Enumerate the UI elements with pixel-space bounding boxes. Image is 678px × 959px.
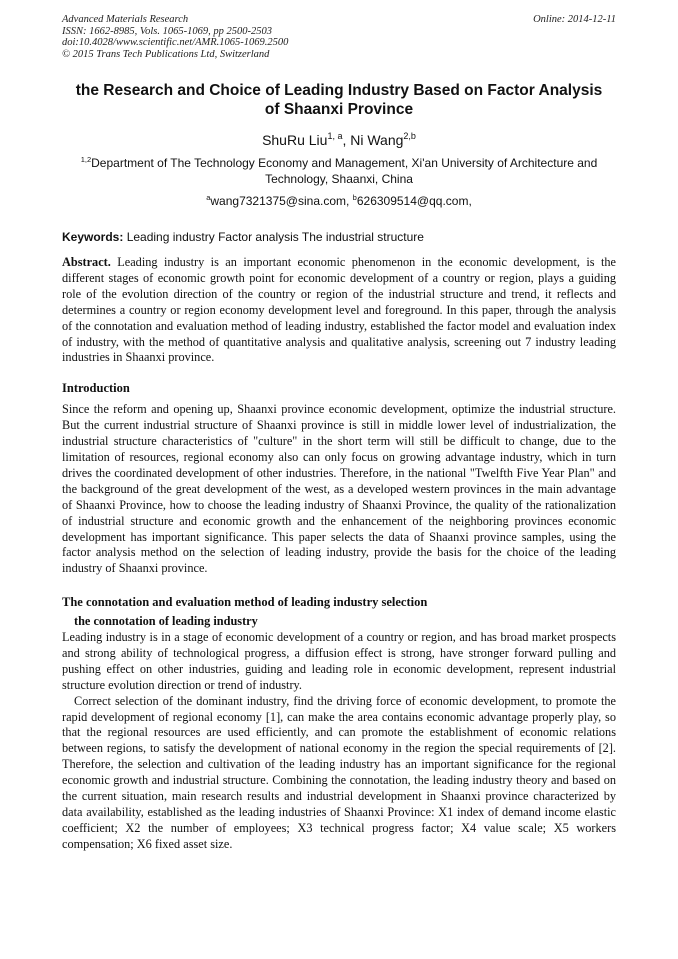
section-paragraph-2: Correct selection of the dominant industry, find the driving force of economic development, to promote the rapid development of regional economy [1], can make the area contains economic advantage properly play, so that the regional resources are used efficiently, and can promote the establishment of economic relations between regions, to satisfy the development of national economy in the region the special requirements of [2]. Therefore, the selection and cultivation of the leading industry has an important significance for the regional economic growth and industrial structure. Combining the connotation, the leading industry theory and based on the current situation, main research results and industrial development in Shaanxi province characterized by data availability, established as the leading industries of Shaanxi Province: X1 index of demand income elastic coefficient; X2 the number of employees; X3 technical progress factor; X4 value scale; X5 workers compensation; X6 fixed asset size. xyxy=(62,693,616,851)
abstract-text: Leading industry is an important economic phenomenon in the economic development, is the different stages of economic growth point for economic development of a country or region, plays a guiding role of the evolution direction of the country or region of the industrial structure and trend, it reflects and determines a country or region economy development level and foreground. In this paper, through the analysis of the connotation and evaluation method of leading industry, established the factor model and evaluation index of industry, with the method of quantitative analysis and qualitative analysis, screening out 7 industry leading industries in Shaanxi province. xyxy=(62,255,616,365)
paper-title xyxy=(62,82,616,119)
author-1: ShuRu Liu xyxy=(262,132,328,148)
email-1: wang7321375@sina.com, xyxy=(210,194,353,208)
author-2-affil-mark: 2,b xyxy=(403,131,416,141)
affiliation xyxy=(62,155,616,187)
online-date: Online: 2014-12-11 xyxy=(533,14,616,25)
doi-line: doi:10.4028/www.scientific.net/AMR.1065-1069.2500 xyxy=(62,37,289,48)
affiliation-line-1: Department of The Technology Economy and Management, Xi'an University of Architecture and xyxy=(91,156,598,170)
author-list xyxy=(62,132,616,148)
email-mark-b: b xyxy=(352,193,357,202)
copyright-line: © 2015 Trans Tech Publications Ltd, Switzerland xyxy=(62,48,270,60)
affiliation-line-2: Technology, Shaanxi, China xyxy=(265,172,413,186)
title-line-2: of Shaanxi Province xyxy=(264,100,414,118)
introduction-heading: Introduction xyxy=(62,381,130,396)
journal-name: Advanced Materials Research xyxy=(62,14,189,25)
issn-line: ISSN: 1662-8985, Vols. 1065-1069, pp 2500-2503 xyxy=(62,25,272,37)
paper-body xyxy=(62,255,616,853)
introduction-text: Since the reform and opening up, Shaanxi province economic development, optimize the industrial structure. But the current industrial structure of Shaanxi province is still in middle lower level of industrialization, the industrial structure characteristics of "culture" in the short term will still be difficult to change, due to the limitation of resources, regional economy also can only focus on growing advantage industry, which in turn drives the coordinated development of other industries. Therefore, in the national "Twelfth Five Year Plan" and the background of the great development of the west, as a developed western provinces in the main advantage of Shaanxi Province, how to choose the leading industry of Shaanxi Province, the quality of the rationalization of industrial structure and economic growth and the enhancement of the neighboring provinces economic development has important significance. This paper selects the data of Shaanxi province samples, using the factor analysis method on the selection of leading industry, provide the basis for the choice of the leading industry of Shaanxi province. xyxy=(62,402,616,576)
author-2: Ni Wang xyxy=(350,132,404,148)
keywords-label: Keywords: xyxy=(62,230,124,244)
journal-header xyxy=(62,14,616,60)
email-mark-a: a xyxy=(206,193,211,202)
keywords-text: Leading industry Factor analysis The industrial structure xyxy=(123,230,424,244)
author-emails xyxy=(62,193,616,209)
keywords xyxy=(62,229,616,245)
abstract xyxy=(62,255,616,366)
email-2: 626309514@qq.com, xyxy=(356,194,472,208)
affiliation-mark: 1,2 xyxy=(80,155,92,164)
subsection-heading: the connotation of leading industry xyxy=(74,614,258,629)
abstract-label: Abstract. xyxy=(62,255,111,269)
section-heading: The connotation and evaluation method of leading industry selection xyxy=(62,595,428,610)
section-paragraph-1: Leading industry is in a stage of economic development of a country or region, and has broad market prospects and strong ability of technological progress, a diffusion effect is strong, have stronger forward pulling and pushing effect on other industries, guiding and leading role in economic development, represent industrial structure evolution direction or trend of industry. xyxy=(62,630,616,692)
title-line-1: the Research and Choice of Leading Industry Based on Factor Analysis xyxy=(75,82,603,99)
author-1-affil-mark: 1, a xyxy=(327,131,343,141)
author-separator: , xyxy=(342,132,351,148)
